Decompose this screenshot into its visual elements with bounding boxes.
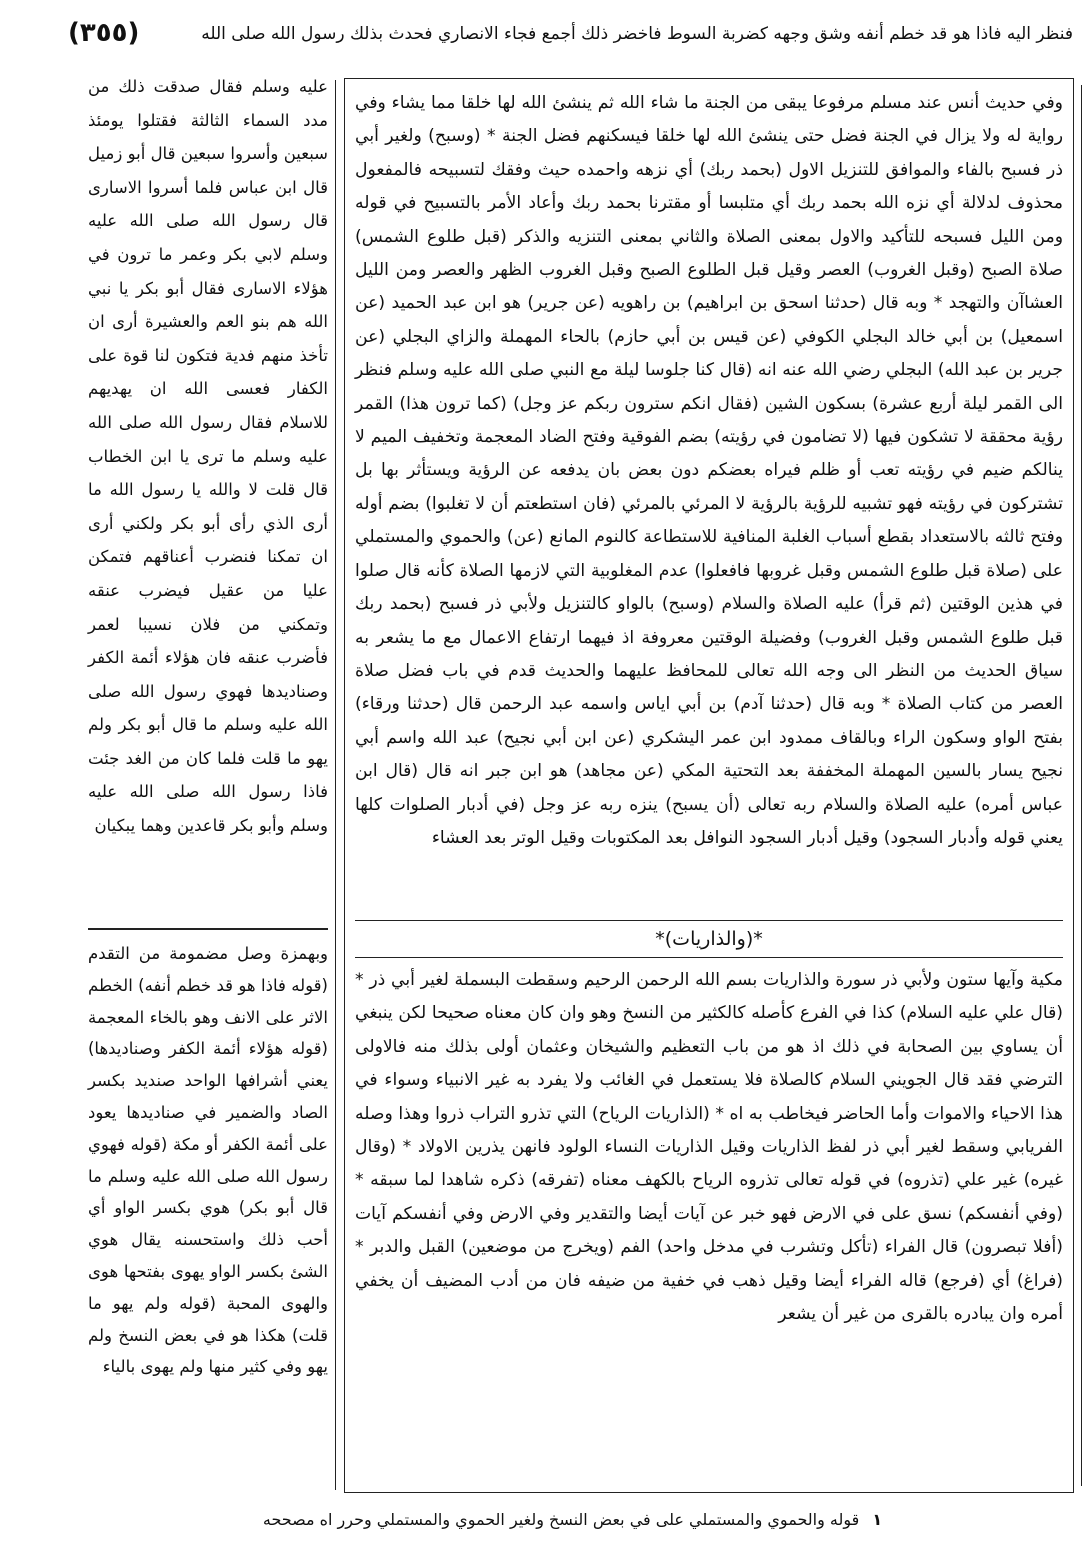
- column-divider: [335, 80, 336, 1490]
- page-header: [60, 10, 1073, 58]
- footnote: [100, 1500, 1045, 1540]
- margin-text-bottom: وبهمزة وصل مضمومة من التقدم (قوله فاذا هو قد خطم أنفه) الخطم الاثر على الانف وهو بالخاء المعجمة (قوله هؤلاء أئمة الكفر وصناديدها) يعني أشرافها الواحد صنديد بكسر الصاد والضمير في صناديدها يعود على أئمة الكفر أو مكة (قوله فهوي رسول الله صلى الله عليه وسلم ما قال أبو بكر) هوي بكسر الواو أي أحب ذلك واستحسنه يقال هوي الشئ بكسر الواو يهوى بفتحها هوى والهوى المحبة (قوله ولم يهو ما قلت) هكذا هو في بعض النسخ ولم يهو وفي كثير منها ولم يهوى بالياء: [88, 944, 328, 1377]
- footnote-text: قوله والحموي والمستملي على في بعض النسخ ولغير الحموي والمستملي وحرر اه مصححه: [262, 1510, 860, 1529]
- footnote-mark: ١: [872, 1510, 883, 1529]
- page-number: (٣٥٥): [68, 18, 140, 49]
- main-commentary-column: [344, 78, 1074, 1493]
- margin-text-top: عليه وسلم فقال صدقت ذلك من مدد السماء الثالثة فقتلوا يومئذ سبعين وأسروا سبعين قال أبو زميل قال ابن عباس فلما أسروا الاسارى قال رسول الله صلى الله عليه وسلم لابي بكر وعمر ما ترون في هؤلاء الاسارى فقال أبو بكر يا نبي الله هم بنو العم والعشيرة أرى ان تأخذ منهم فدية فتكون لنا قوة على الكفار فعسى الله ان يهديهم للاسلام فقال رسول الله صلى الله عليه وسلم ما ترى يا ابن الخطاب قال قلت لا والله يا رسول الله ما أرى الذي رأى أبو بكر ولكني أرى ان تمكنا فنضرب أعناقهم فتمكن عليا من عقيل فيضرب عنقه وتمكني من فلان نسيبا لعمر فأضرب عنقه فان هؤلاء أئمة الكفر وصناديدها فهوي رسول الله صلى الله عليه وسلم ما قال أبو بكر ولم يهو ما قلت فلما كان من الغد جئت فاذا رسول الله صلى الله عليه وسلم وأبو بكر قاعدين وهما يبكيان: [88, 77, 328, 836]
- section-title: *(والذاريات)*: [355, 920, 1063, 958]
- main-text-top: وفي حديث أنس عند مسلم مرفوعا يبقى من الجنة ما شاء الله ثم ينشئ الله لها خلقا مما يشاء وفي رواية له ولا يزال في الجنة فضل حتى ينشئ الله لها خلقا فيسكنهم فضل الجنة * (وسبح) ولغير أبي ذر فسبح بالفاء والموافق للتنزيل الاول (بحمد ربك) أي نزهه واحمده حيث وفقك لتسبيحه فالمفعول محذوف لدلالة أي نزه الله بحمد ربك أي متلبسا أو مقترنا بحمد ربك وأعاد الأمر بالتسبيح في قوله ومن الليل فسبحه للتأكيد والاول بمعنى الصلاة والثاني بمعنى التنزيه والذكر (قبل طلوع الشمس) صلاة الصبح (وقبل الغروب) العصر وقيل قبل الطلوع الصبح وقبل الغروب الظهر والعصر ومن الليل العشاآن والتهجد * وبه قال (حدثنا اسحق بن ابراهيم) بن راهويه (عن جرير) هو ابن عبد الحميد (عن اسمعيل) بن أبي خالد البجلي الكوفي (عن قيس بن أبي حازم) بالحاء المهملة والزاي البجلي (عن جرير بن عبد الله) البجلي رضي الله عنه انه (قال كنا جلوسا ليلة مع النبي صلى الله عليه وسلم فنظر الى القمر ليلة أربع عشرة) بسكون الشين (فقال انكم سترون ربكم عز وجل) (كما ترون هذا) القمر رؤية محققة لا تشكون فيها (لا تضامون في رؤيته) بضم الفوقية وفتح الضاد المعجمة وتخفيف الميم لا ينالكم ضيم في رؤيته تعب أو ظلم فيراه بعضكم دون بعض بان يدفعه عن الرؤية ويستأثر بها بل تشتركون في رؤيته فهو تشبيه للرؤية بالرؤية لا المرئي بالمرئي (فان استطعتم أن لا تغلبوا) بضم أوله وفتح ثالثه بالاستعداد بقطع أسباب الغلبة المنافية للاستطاعة كالنوم المانع (عن) والحموي والمستملي على (صلاة قبل طلوع الشمس وقبل غروبها فافعلوا) عدم المغلوبية التي لازمها الصلاة كأنه قال صلوا في هذين الوقتين (ثم قرأ) عليه الصلاة والسلام (وسبح) بالواو كالتنزيل ولأبي ذر فسبح (بحمد ربك قبل طلوع الشمس وقبل الغروب) وفضيلة الوقتين معروفة اذ فيهما ارتفاع الاعمال مع ما يشعر به سياق الحديث من النظر الى وجه الله تعالى للمحافظ عليهما والحديث قدم في باب فضل صلاة العصر من كتاب الصلاة * وبه قال (حدثنا آدم) بن أبي اياس واسمه عبد الرحمن قال (حدثنا ورقاء) بفتح الواو وسكون الراء وبالقاف ممدود ابن عمر اليشكري (عن ابن أبي نجيح) عبد الله واسم أبي نجيح يسار بالسين المهملة المخففة بعد التحتية المكي (عن مجاهد) هو ابن جبر انه قال (قال ابن عباس أمره) عليه الصلاة والسلام ربه تعالى (أن يسبح) ينزه ربه عز وجل (في أدبار الصلوات كلها يعني قوله وأدبار السجود) وقيل أدبار السجود النوافل بعد المكتوبات وقيل الوتر بعد العشاء: [355, 93, 1063, 848]
- margin-divider: [88, 928, 328, 930]
- main-text-bottom: مكية وآيها ستون ولأبي ذر سورة والذاريات بسم الله الرحمن الرحيم وسقطت البسملة لغير أبي ذر * (قال علي عليه السلام) كذا في الفرع كأصله كالكثير من النسخ وهو وان كان معناه صحيحا لكن ينبغي أن يساوي بين الصحابة في ذلك اذ هو من باب التعظيم والشيخان وعثمان أولى بذلك منه فالاولى الترضي فقد قال الجويني السلام كالصلاة فلا يستعمل في الغائب ولا يفرد به غير الانبياء وسواء في هذا الاحياء والاموات وأما الحاضر فيخاطب به اه * (الذاريات الرياح) التي تذرو التراب ذروا وهذا وصله الفريابي وسقط لغير أبي ذر لفظ الذاريات وقيل الذاريات النساء الولود فانهن يذرين الاولاد * (وقال غيره) غير علي (تذروه) في قوله تعالى تذروه الرياح بالكهف معناه (تفرقه) ذكره شاهدا لما سبقه * (وفي أنفسكم) نسق على في الارض فهو خبر عن آيات أيضا والتقدير وفي الارض وفي أنفسكم آيات (أفلا تبصرون) قال الفراء (تأكل وتشرب في مدخل واحد) الفم (ويخرج من موضعين) القبل والدبر * (فراغ) أي (فرجع) قاله الفراء أيضا وقيل ذهب في خفية من ضيفه فان من أدب المضيف أن يخفي أمره وان يبادره بالقرى من غير أن يشعر: [355, 970, 1063, 1325]
- margin-column: [88, 70, 328, 1490]
- header-running-text: فنظر اليه فاذا هو قد خطم أنفه وشق وجهه كضربة السوط فاخضر ذلك أجمع فجاء الانصاري فحدث بذلك رسول الله صلى الله: [201, 23, 1073, 44]
